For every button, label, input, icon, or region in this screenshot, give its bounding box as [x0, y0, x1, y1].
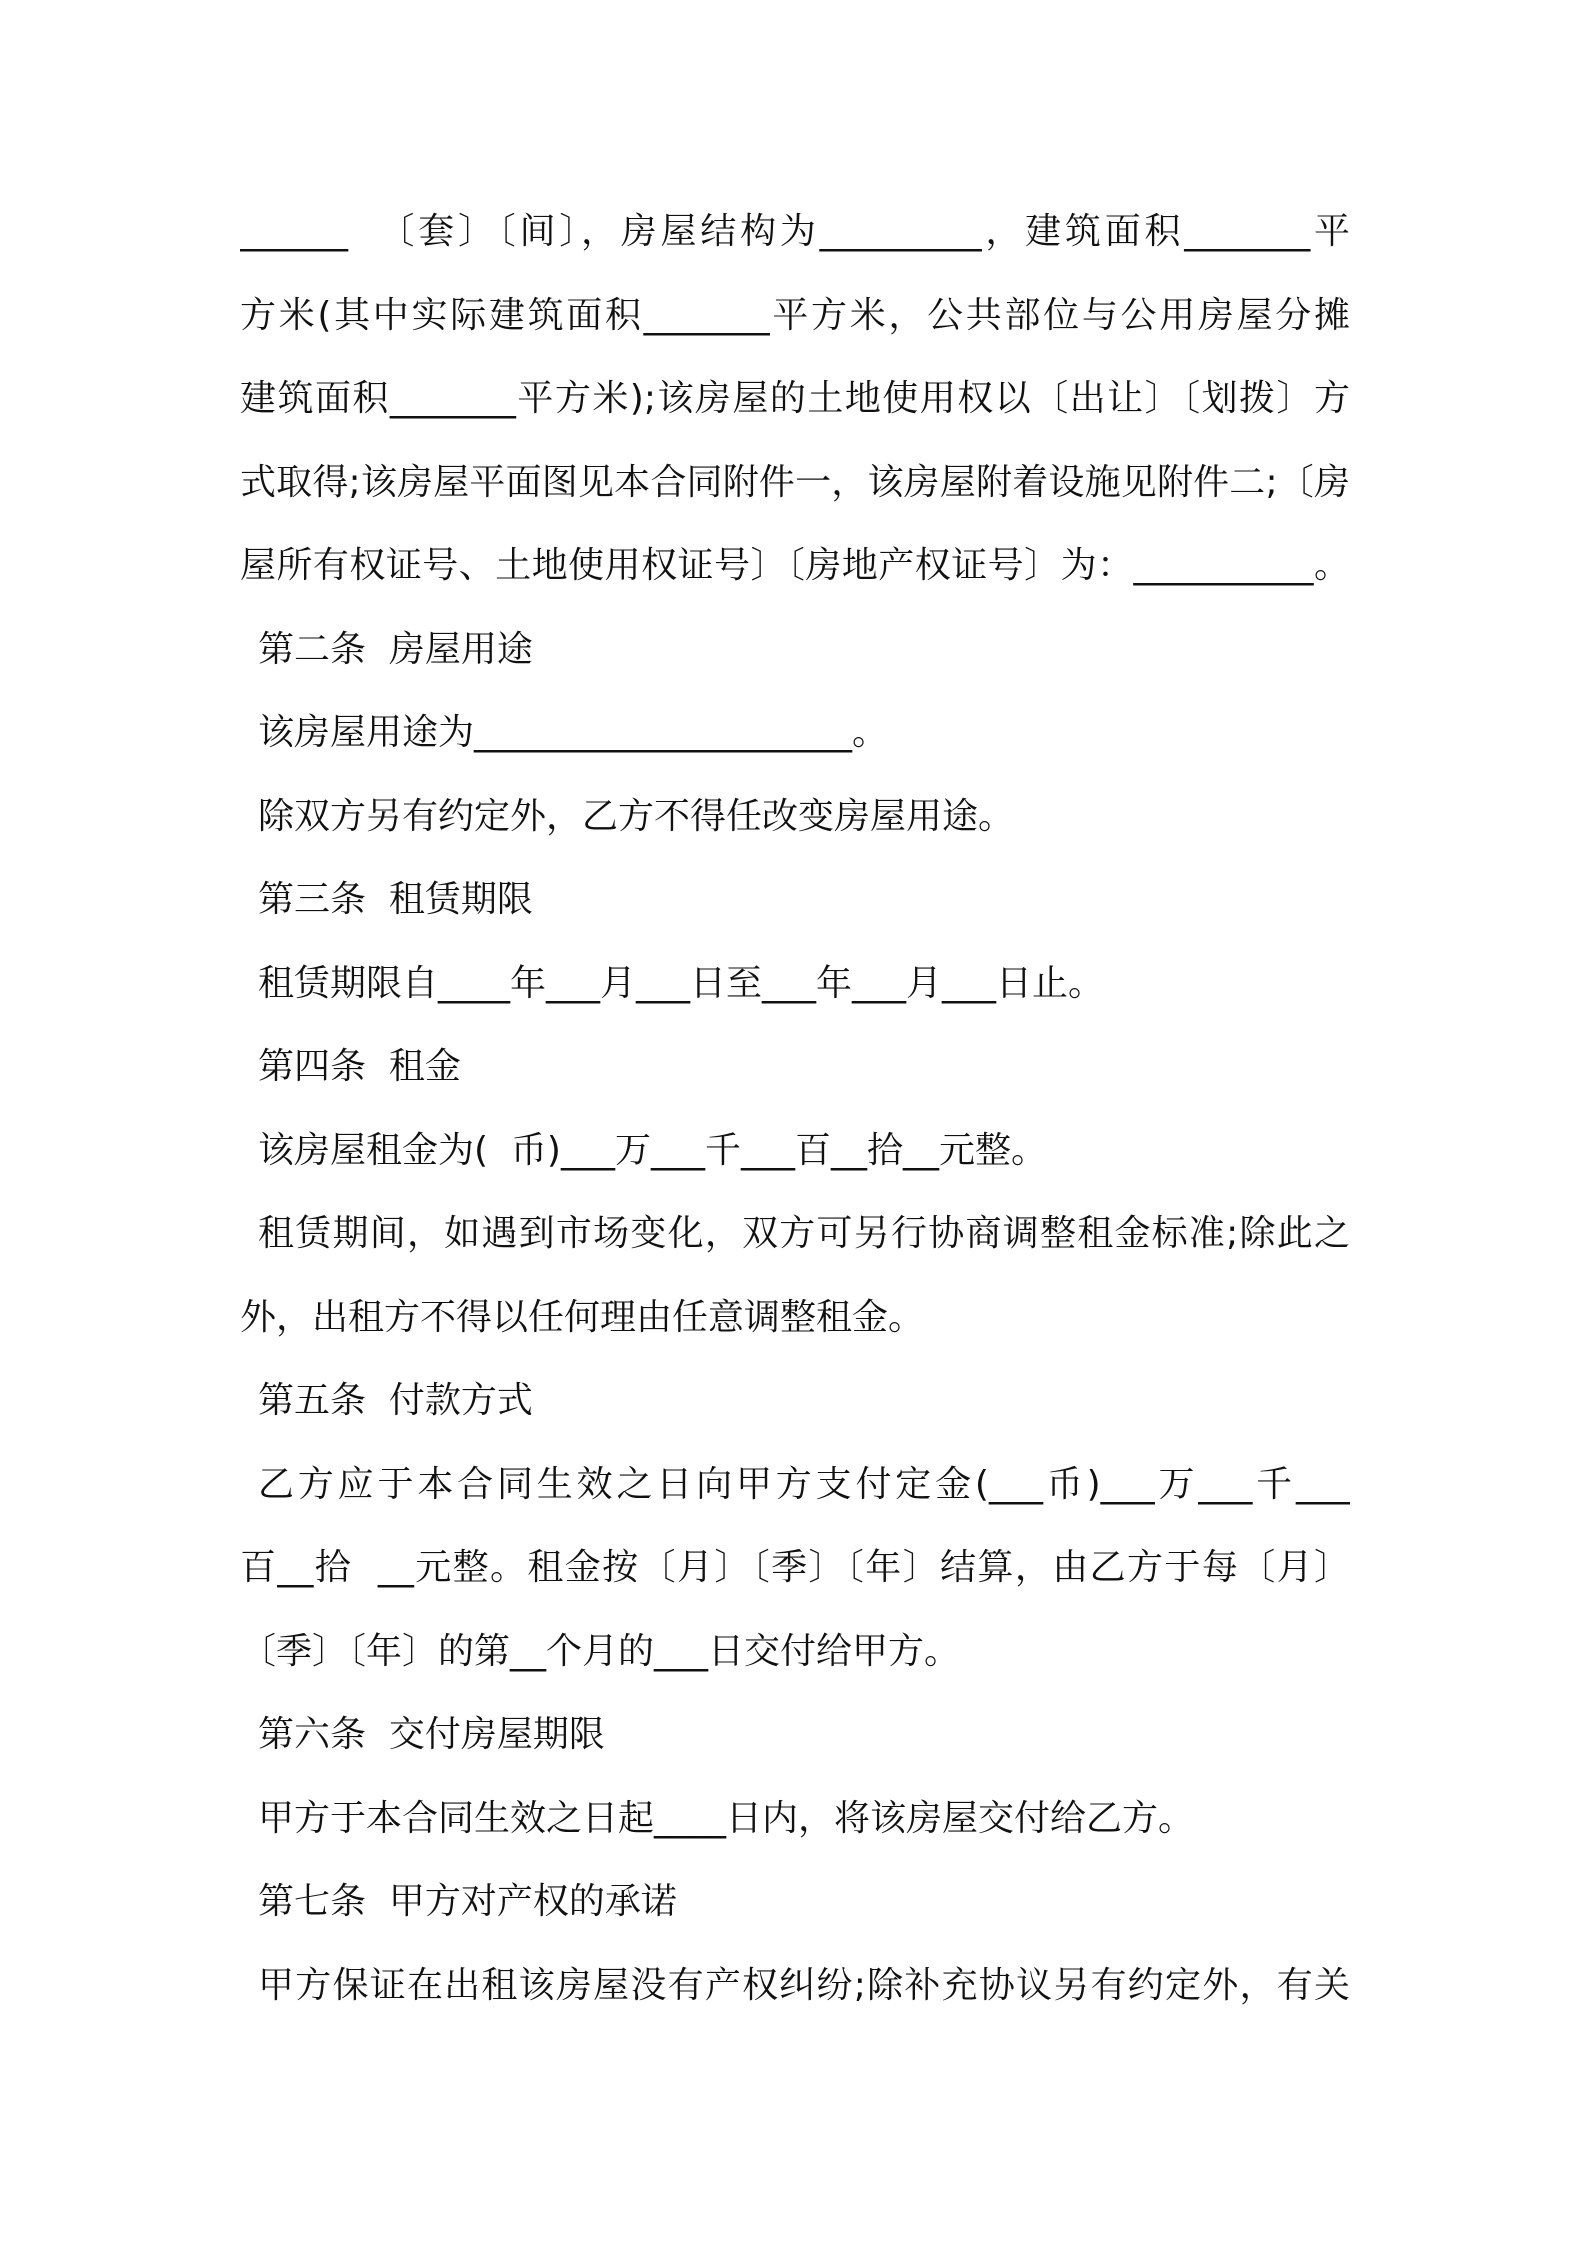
- text-line: 甲方于本合同生效之日起____日内，将该房屋交付给乙方。: [258, 1797, 1195, 1839]
- clause-heading: 第七条 甲方对产权的承诺: [258, 1881, 677, 1922]
- text-line: 除双方另有约定外，乙方不得任改变房屋用途。: [258, 795, 1015, 837]
- text-line: 方米(其中实际建筑面积_______平方米，公共部位与公用房屋分摊: [240, 294, 1350, 336]
- text-line: 乙方应于本合同生效之日向甲方支付定金(___币)___万___千___: [258, 1463, 1350, 1505]
- clause-heading: 第四条 租金: [258, 1046, 461, 1087]
- clause-heading: 第六条 交付房屋期限: [258, 1714, 605, 1755]
- text-line: 〔季〕〔年〕的第__个月的___日交付给甲方。: [240, 1630, 961, 1672]
- contract-text: [240, 190, 1350, 2027]
- text-line: ______ 〔套〕〔间〕，房屋结构为_________，建筑面积_______平: [240, 211, 1350, 252]
- text-line: 该房屋租金为( 币)___万___千___百__拾__元整。: [258, 1129, 1047, 1171]
- text-line: 租赁期限自____年___月___日至___年___月___日止。: [258, 962, 1105, 1004]
- clause-heading: 第二条 房屋用途: [258, 628, 533, 670]
- text-line: 百__拾 __元整。租金按〔月〕〔季〕〔年〕结算，由乙方于每〔月〕: [240, 1547, 1350, 1588]
- text-line: 租赁期间，如遇到市场变化，双方可另行协商调整租金标准;除此之: [258, 1213, 1350, 1254]
- text-line: 屋所有权证号、土地使用权证号〕〔房地产权证号〕为：__________。: [240, 545, 1350, 586]
- text-line: 该房屋用途为_____________________。: [258, 712, 889, 753]
- clause-heading: 第三条 租赁期限: [258, 879, 533, 920]
- text-line: 甲方保证在出租该房屋没有产权纠纷;除补充协议另有约定外，有关: [258, 1964, 1350, 2006]
- clause-heading: 第五条 付款方式: [258, 1380, 533, 1421]
- text-line: 外，出租方不得以任何理由任意调整租金。: [240, 1296, 925, 1338]
- text-line: 建筑面积_______平方米);该房屋的土地使用权以〔出让〕〔划拨〕方: [240, 378, 1350, 419]
- text-line: 式取得;该房屋平面图见本合同附件一，该房屋附着设施见附件二;〔房: [240, 461, 1350, 503]
